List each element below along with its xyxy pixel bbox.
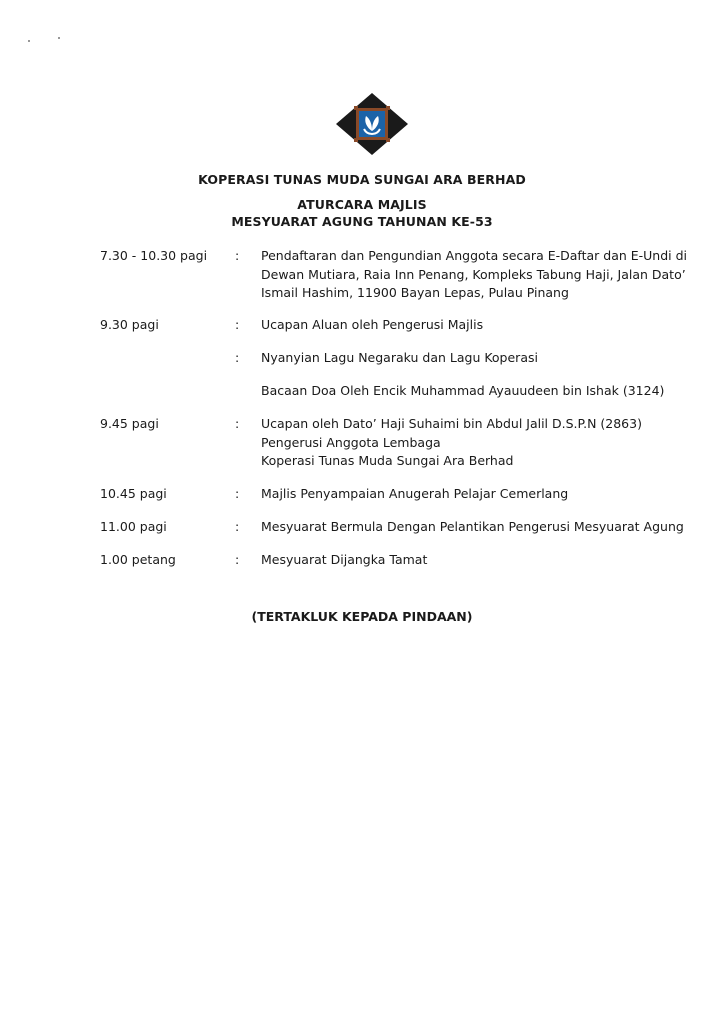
schedule-time: 10.45 pagi <box>100 486 167 501</box>
schedule-colon: : <box>235 317 240 332</box>
schedule-description <box>261 518 691 537</box>
schedule-colon: : <box>235 519 240 534</box>
description-line: Ucapan Aluan oleh Pengerusi Majlis <box>261 317 484 332</box>
schedule-colon: : <box>235 350 240 365</box>
description-line: Ismail Hashim, 11900 Bayan Lepas, Pulau Pinang <box>261 285 569 300</box>
schedule-colon: : <box>235 248 240 263</box>
scan-speck <box>58 37 60 39</box>
schedule-time: 9.45 pagi <box>100 416 159 431</box>
description-line: Pengerusi Anggota Lembaga <box>261 434 441 450</box>
description-line: Koperasi Tunas Muda Sungai Ara Berhad <box>261 453 514 468</box>
schedule-colon: : <box>235 552 240 567</box>
cooperative-logo-icon <box>336 93 408 155</box>
organization-name: KOPERASI TUNAS MUDA SUNGAI ARA BERHAD <box>198 172 526 187</box>
schedule-time: 11.00 pagi <box>100 519 167 534</box>
scan-speck <box>28 40 30 42</box>
description-line: Mesyuarat Dijangka Tamat <box>261 552 428 567</box>
amendment-note: (TERTAKLUK KEPADA PINDAAN) <box>251 609 473 624</box>
schedule-description <box>261 316 691 335</box>
schedule-colon: : <box>235 416 240 431</box>
schedule-time: 1.00 petang <box>100 552 176 567</box>
schedule-description <box>261 382 691 401</box>
description-line: Dewan Mutiara, Raia Inn Penang, Kompleks Tabung Haji, Jalan Dato’ <box>261 266 686 282</box>
schedule-description <box>261 415 691 471</box>
schedule-description <box>261 247 691 303</box>
schedule-description <box>261 551 691 570</box>
schedule-description <box>261 485 691 504</box>
description-line: Pendaftaran dan Pengundian Anggota secara E-Daftar dan E-Undi di <box>261 248 688 263</box>
description-line: Ucapan oleh Dato’ Haji Suhaimi bin Abdul Jalil D.S.P.N (2863) <box>261 416 642 431</box>
description-line: Nyanyian Lagu Negaraku dan Lagu Koperasi <box>261 350 538 365</box>
document-subtitle: MESYUARAT AGUNG TAHUNAN KE-53 <box>231 214 493 229</box>
description-line: Bacaan Doa Oleh Encik Muhammad Ayauudeen bin Ishak (3124) <box>261 383 665 398</box>
schedule-time: 9.30 pagi <box>100 317 159 332</box>
description-line: Majlis Penyampaian Anugerah Pelajar Cemerlang <box>261 486 569 501</box>
document-title: ATURCARA MAJLIS <box>297 197 427 212</box>
schedule-description <box>261 349 691 368</box>
description-line: Mesyuarat Bermula Dengan Pelantikan Pengerusi Mesyuarat Agung <box>261 519 684 534</box>
schedule-colon: : <box>235 486 240 501</box>
schedule-time: 7.30 - 10.30 pagi <box>100 248 208 263</box>
